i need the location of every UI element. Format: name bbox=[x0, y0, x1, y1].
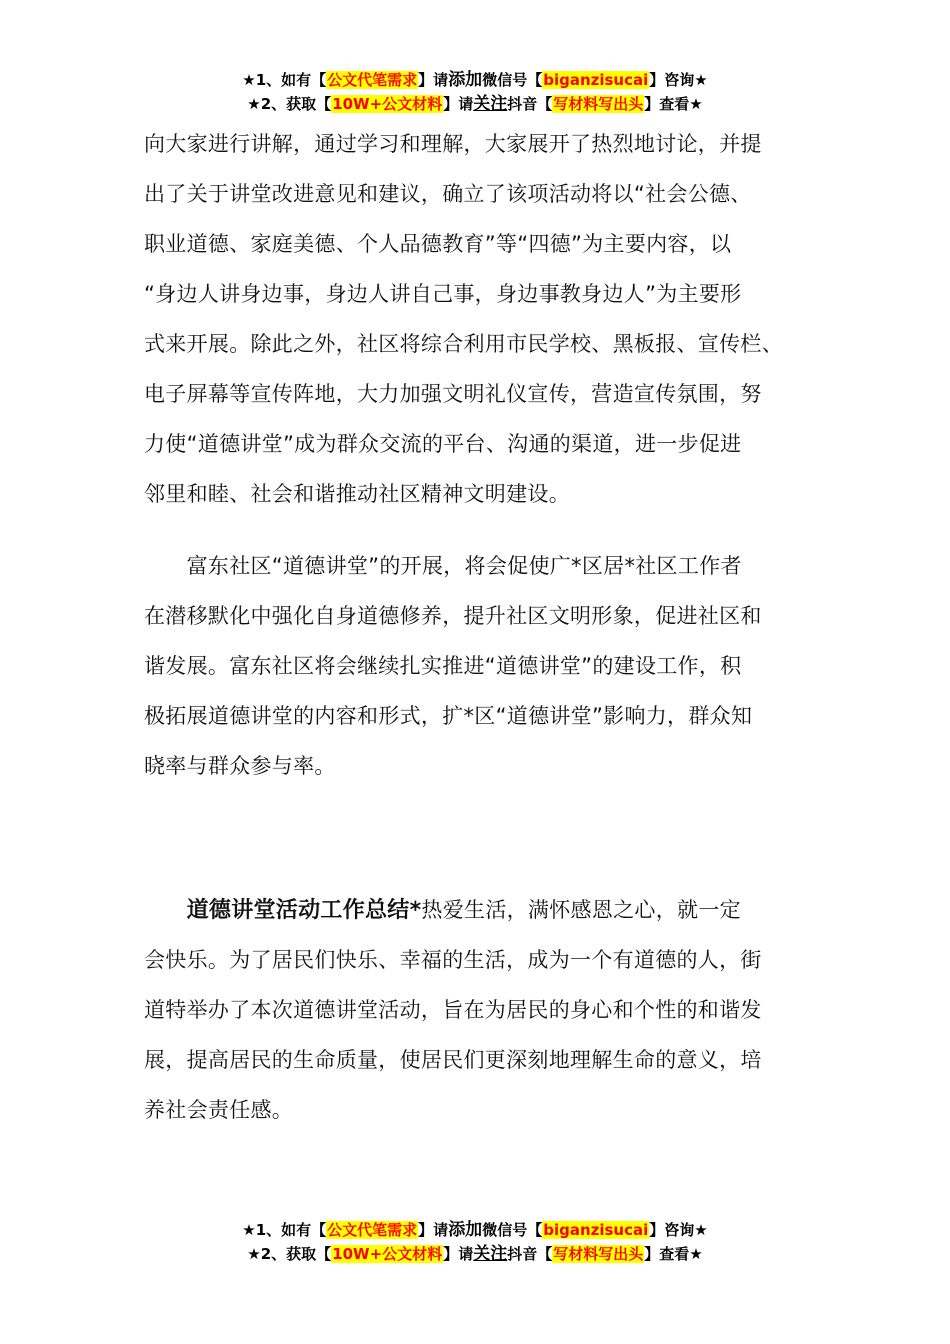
paragraph-2 bbox=[144, 546, 814, 796]
promo-highlight: biganzisucai bbox=[543, 1221, 649, 1239]
promo-line-1: ★1、如有【公文代笔需求】请添加微信号【biganzisucai】咨询★ bbox=[242, 1220, 708, 1240]
text-line: 道德讲堂活动工作总结*热爱生活，满怀感恩之心，就一定 bbox=[186, 898, 741, 923]
text-line: 职业道德、家庭美德、个人品德教育”等“四德”为主要内容，以 bbox=[144, 232, 732, 256]
text-line: 展，提高居民的生命质量，使居民们更深刻地理解生命的意义，培 bbox=[144, 1048, 762, 1072]
paragraph-1 bbox=[144, 124, 814, 524]
text-line: 在潜移默化中强化自身道德修养，提升社区文明形象，促进社区和 bbox=[144, 604, 762, 628]
promo-line-1: ★1、如有【公文代笔需求】请添加微信号【biganzisucai】咨询★ bbox=[242, 70, 708, 90]
text-line: 晓率与群众参与率。 bbox=[144, 754, 336, 778]
text-line: 邻里和睦、社会和谐推动社区精神文明建设。 bbox=[144, 482, 570, 506]
text-line: 出了关于讲堂改进意见和建议，确立了该项活动将以“社会公德、 bbox=[144, 182, 752, 206]
promo-highlight: 10W+公文材料 bbox=[332, 1245, 443, 1263]
promo-line-2: ★2、获取【10W+公文材料】请关注抖音【写材料写出头】查看★ bbox=[247, 1244, 703, 1264]
text-line: 向大家进行讲解，通过学习和理解，大家展开了热烈地讨论，并提 bbox=[144, 132, 762, 156]
promo-highlight: 写材料写出头 bbox=[553, 1245, 644, 1263]
promo-line-2: ★2、获取【10W+公文材料】请关注抖音【写材料写出头】查看★ bbox=[247, 94, 703, 114]
promo-highlight: 写材料写出头 bbox=[553, 95, 644, 113]
text-line: 会快乐。为了居民们快乐、幸福的生活，成为一个有道德的人，街 bbox=[144, 948, 762, 972]
text-line: 力使“道德讲堂”成为群众交流的平台、沟通的渠道，进一步促进 bbox=[144, 432, 742, 456]
promo-highlight: 公文代笔需求 bbox=[327, 1221, 418, 1239]
text-line: 极拓展道德讲堂的内容和形式，扩*区“道德讲堂”影响力，群众知 bbox=[144, 704, 753, 728]
promo-highlight: 公文代笔需求 bbox=[327, 71, 418, 89]
text-line: 谐发展。富东社区将会继续扎实推进“道德讲堂”的建设工作，积 bbox=[144, 654, 742, 678]
text-line: 道特举办了本次道德讲堂活动，旨在为居民的身心和个性的和谐发 bbox=[144, 998, 762, 1022]
promo-highlight: biganzisucai bbox=[543, 71, 649, 89]
text-line: 富东社区“道德讲堂”的开展，将会促使广*区居*社区工作者 bbox=[144, 554, 742, 578]
paragraph-3 bbox=[144, 890, 814, 1140]
promo-highlight: 10W+公文材料 bbox=[332, 95, 443, 113]
section-heading: 道德讲堂活动工作总结* bbox=[186, 898, 422, 923]
promo-footer bbox=[0, 1218, 950, 1266]
text-line: 式来开展。除此之外，社区将综合利用市民学校、黑板报、宣传栏、 bbox=[144, 332, 783, 356]
text-line: “身边人讲身边事，身边人讲自己事，身边事教身边人”为主要形 bbox=[144, 282, 742, 306]
text-line: 养社会责任感。 bbox=[144, 1098, 294, 1122]
promo-header bbox=[0, 68, 950, 116]
text-line: 电子屏幕等宣传阵地，大力加强文明礼仪宣传，营造宣传氛围，努 bbox=[144, 382, 762, 406]
